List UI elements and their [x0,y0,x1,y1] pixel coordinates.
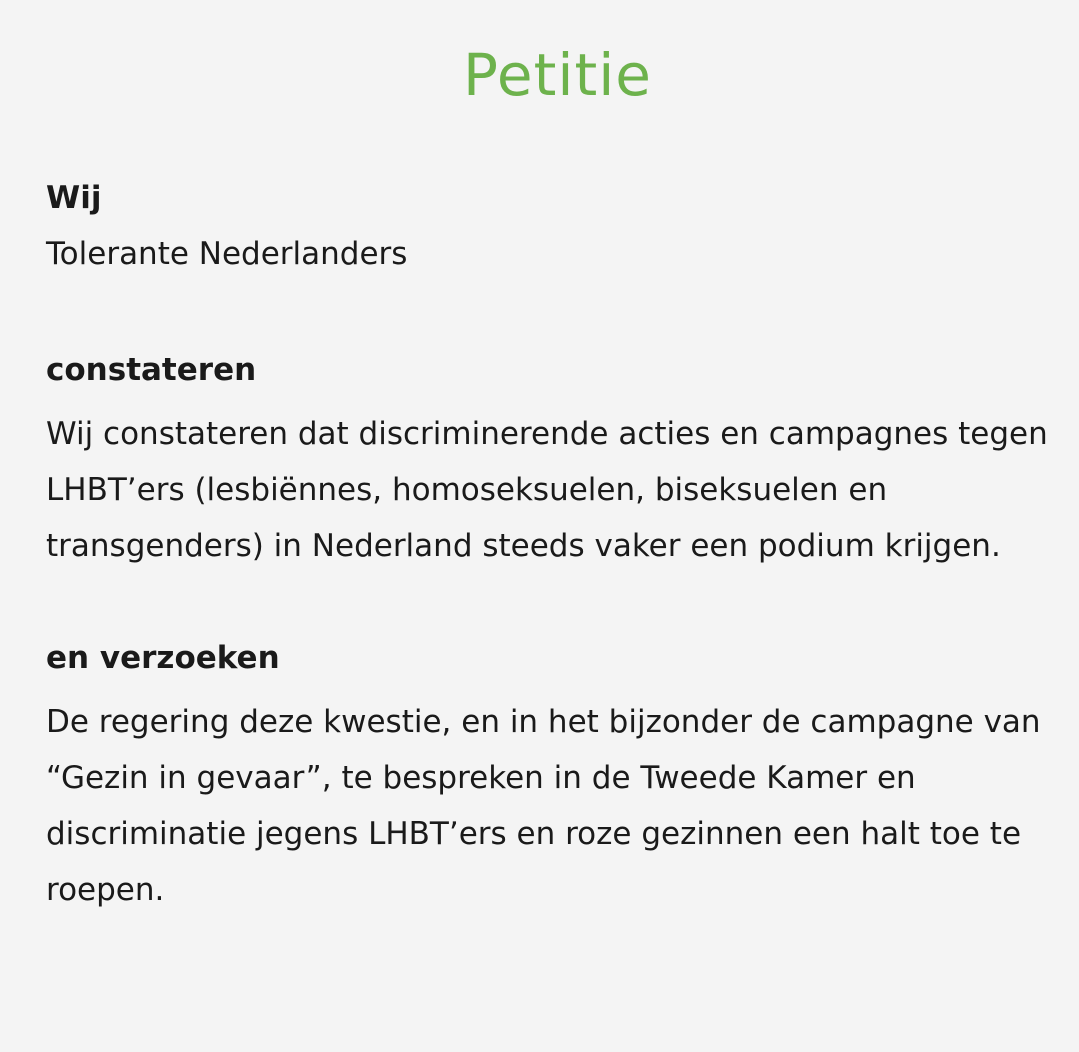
section-text-verzoeken: De regering deze kwestie, en in het bijzonder de campagne van “Gezin in gevaar”, te bespreken in de Tweede Kamer en discriminatie jegens LHBT’ers en roze gezinnen een halt toe te roepen. [46,704,1041,908]
section-heading-constateren: constateren [46,352,257,388]
section-heading-wij: Wij [46,180,102,216]
section-text-constateren: Wij constateren dat discriminerende acties en campagnes tegen LHBT’ers (lesbiënnes, homoseksuelen, biseksuelen en transgenders) in Nederland steeds vaker een podium krijgen. [46,416,1048,564]
section-text-wij: Tolerante Nederlanders [46,236,408,272]
page-title: Petitie [463,41,652,109]
section-heading-verzoeken: en verzoeken [46,640,280,676]
